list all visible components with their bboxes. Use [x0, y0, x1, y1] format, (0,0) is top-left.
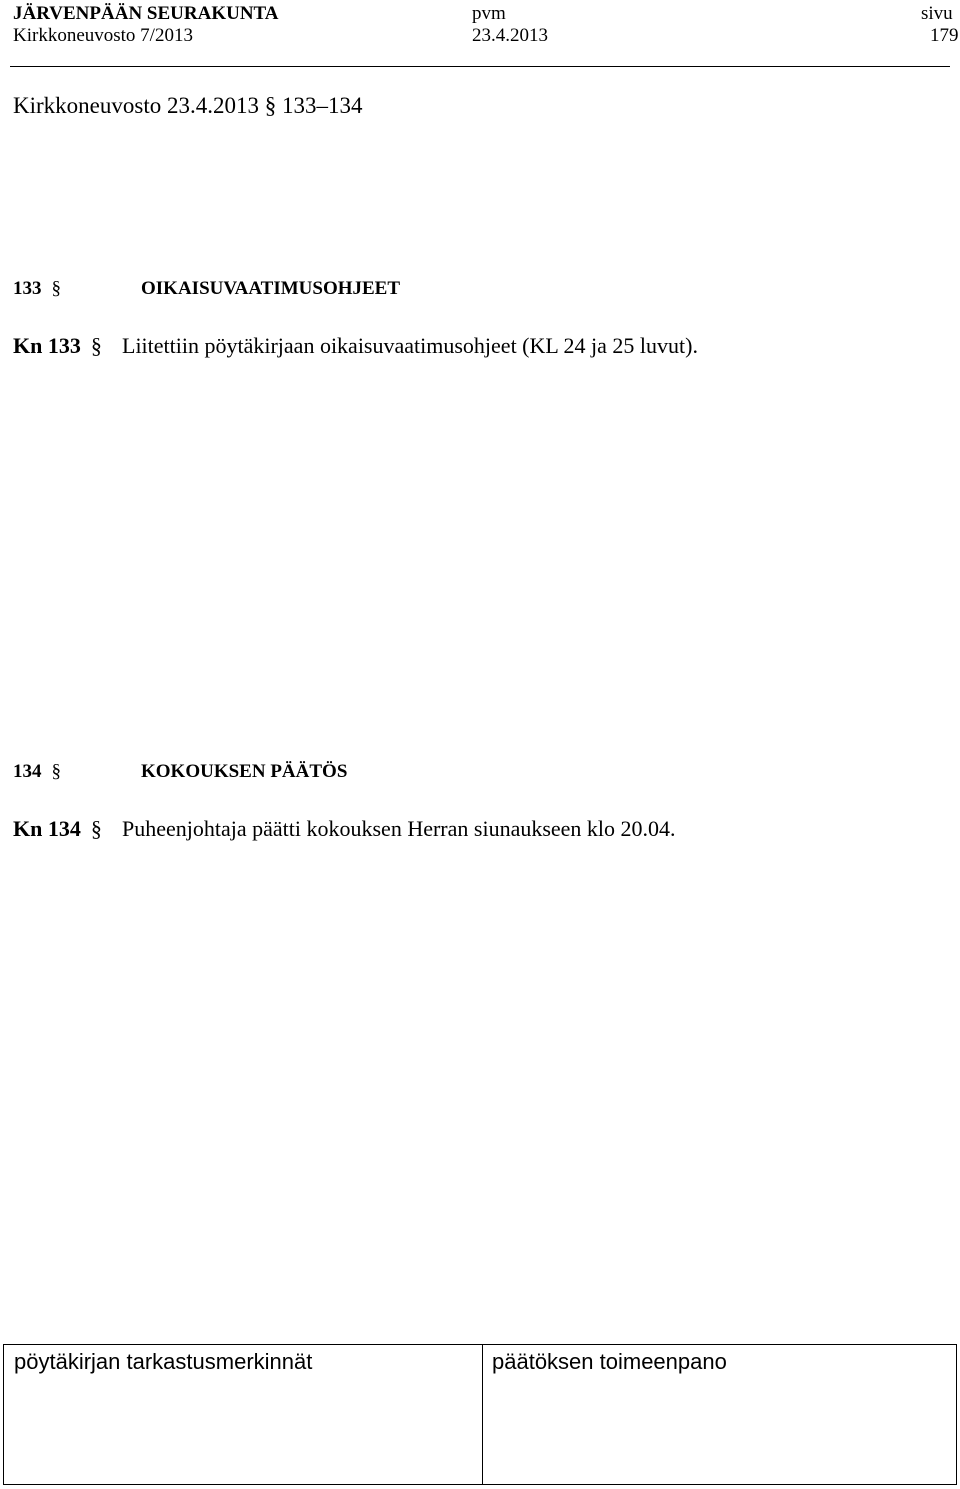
section-title: OIKAISUVAATIMUSOHJEET [141, 278, 401, 299]
decision-implementation-label: päätöksen toimeenpano [492, 1349, 727, 1374]
section-number: 134 [13, 761, 42, 782]
section-body-text: Liitettiin pöytäkirjaan oikaisuvaatimusohjeet (KL 24 ja 25 luvut). [122, 333, 698, 358]
section-sign-icon: § [90, 816, 102, 841]
section-sign-icon: § [90, 333, 102, 358]
kn-label: Kn 133 [13, 333, 81, 358]
document-title: Kirkkoneuvosto 23.4.2013 § 133–134 [13, 93, 363, 118]
meeting-identifier: Kirkkoneuvosto 7/2013 [13, 25, 193, 46]
kn-heading-134 [13, 816, 102, 842]
section-number: 133 [13, 278, 42, 299]
section-heading-133 [13, 278, 61, 300]
meeting-date: 23.4.2013 [472, 25, 548, 46]
kn-heading-133 [13, 333, 102, 359]
pvm-label: pvm [472, 3, 506, 24]
kn-label: Kn 134 [13, 816, 81, 841]
header-divider [10, 66, 950, 67]
organization-name: JÄRVENPÄÄN SEURAKUNTA [13, 3, 279, 24]
sivu-label: sivu [921, 3, 953, 24]
footer-column-divider [482, 1345, 483, 1484]
page-number: 179 [930, 25, 959, 46]
section-sign-icon: § [51, 278, 61, 299]
footer-table [3, 1344, 957, 1485]
section-body-text: Puheenjohtaja päätti kokouksen Herran siunaukseen klo 20.04. [122, 816, 676, 841]
section-title: KOKOUKSEN PÄÄTÖS [141, 761, 348, 782]
section-sign-icon: § [51, 761, 61, 782]
section-heading-134 [13, 761, 61, 783]
review-notes-label: pöytäkirjan tarkastusmerkinnät [14, 1349, 313, 1374]
